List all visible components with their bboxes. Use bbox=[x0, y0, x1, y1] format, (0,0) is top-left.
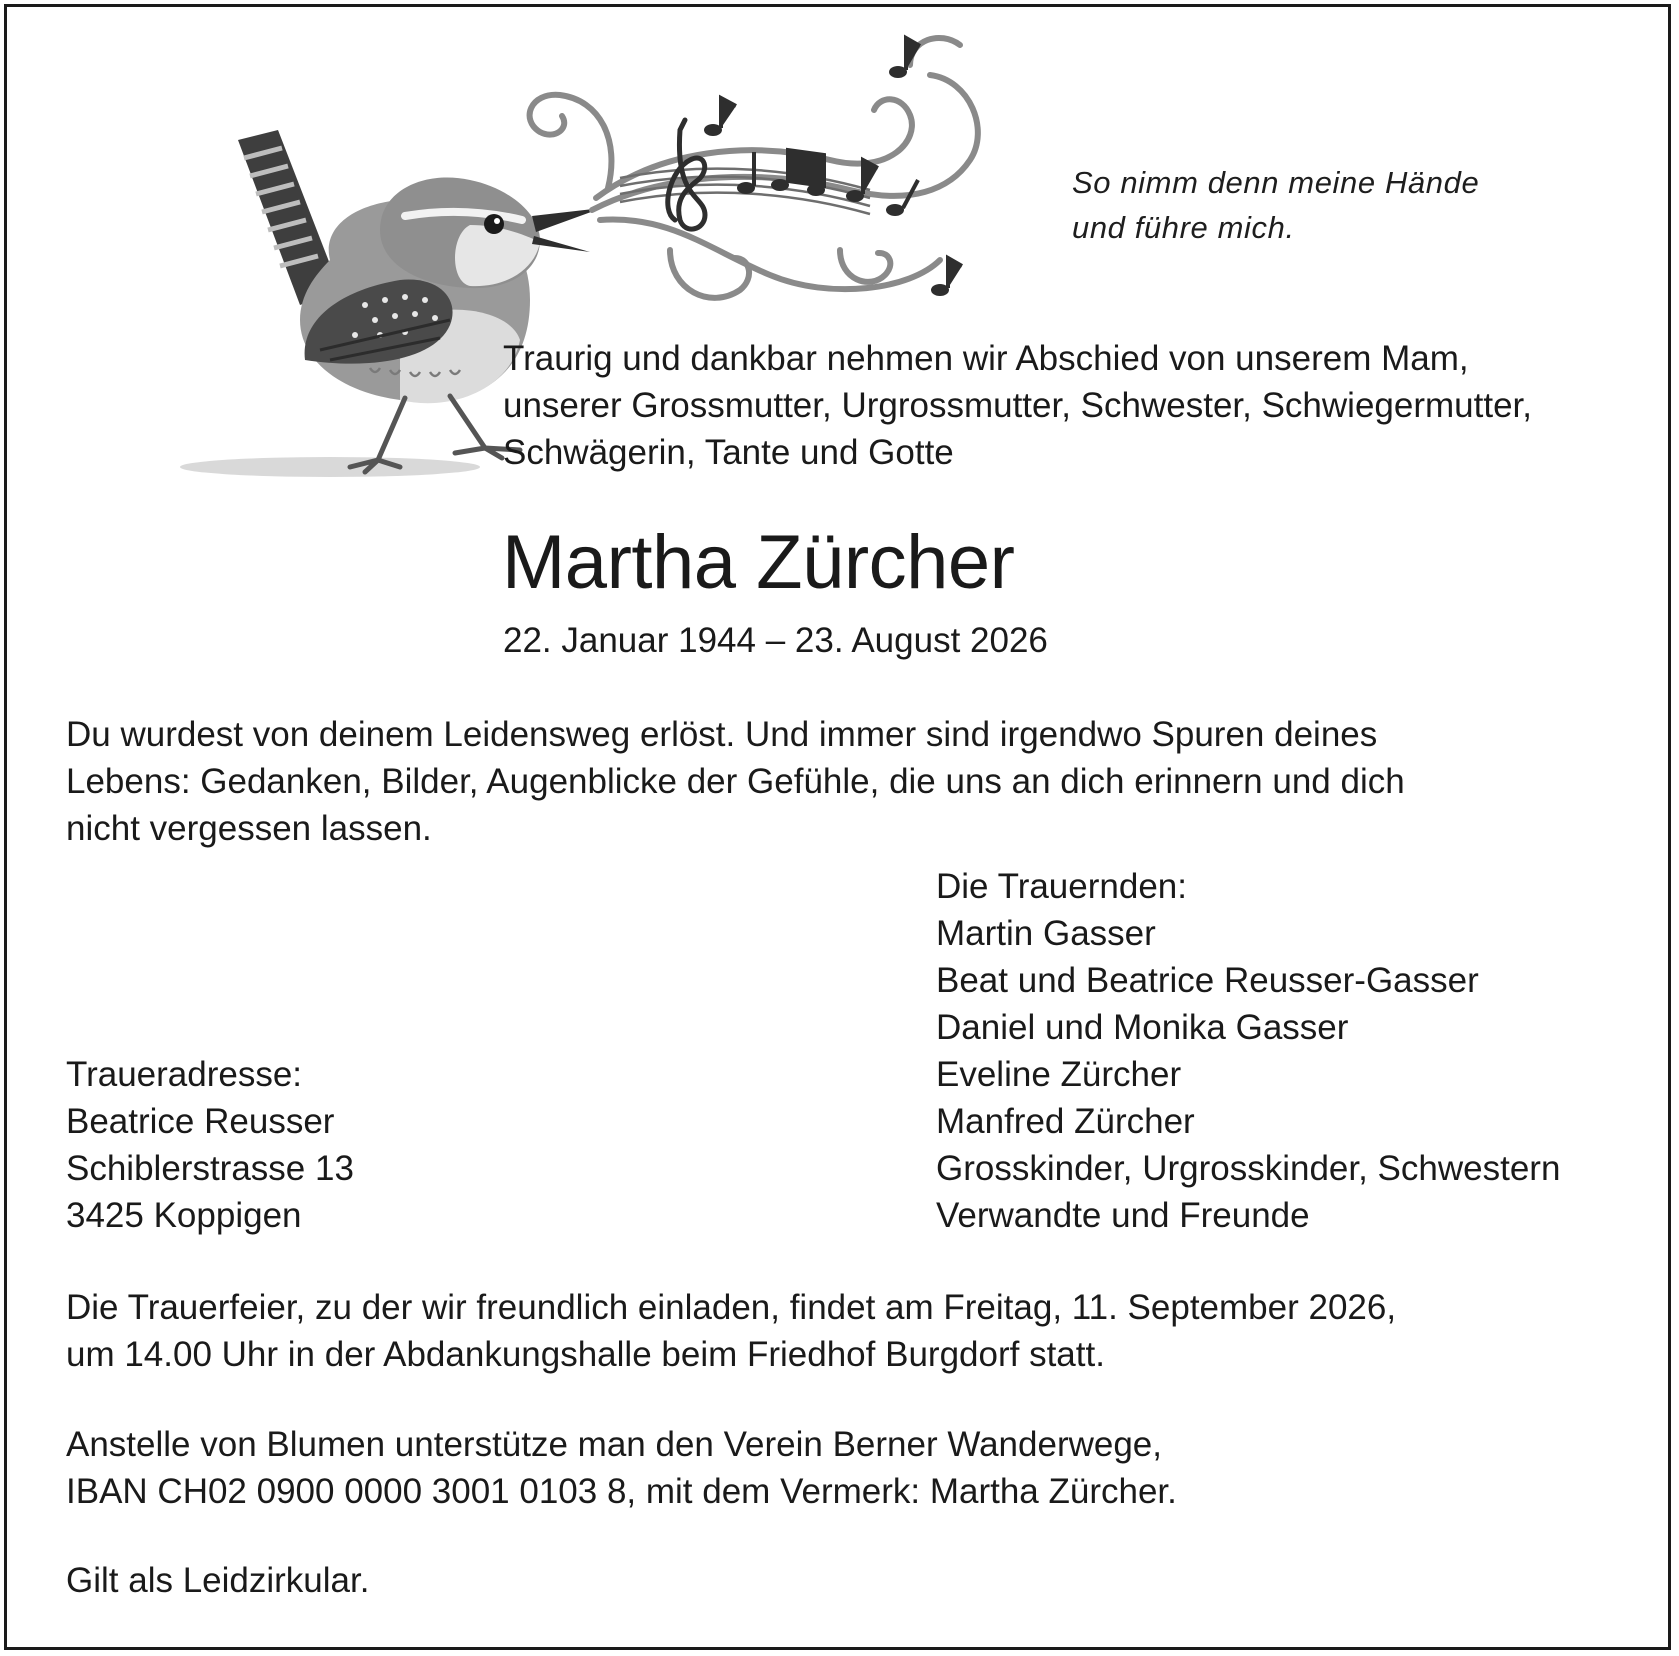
mourner-entry: Martin Gasser bbox=[936, 914, 1156, 953]
address-street: Schiblerstrasse 13 bbox=[66, 1149, 354, 1188]
mourner-entry: Beat und Beatrice Reusser-Gasser bbox=[936, 961, 1479, 1000]
note-icon bbox=[889, 38, 920, 78]
mourner-entry: Verwandte und Freunde bbox=[936, 1196, 1310, 1235]
treble-clef-icon bbox=[668, 120, 705, 229]
paragraph-line: Anstelle von Blumen unterstütze man den Verein Berner Wanderwege, bbox=[66, 1425, 1162, 1464]
paragraph-line: IBAN CH02 0900 0000 3001 0103 8, mit dem Vermerk: Martha Zürcher. bbox=[66, 1472, 1177, 1511]
mourner-entry: Manfred Zürcher bbox=[936, 1102, 1195, 1141]
paragraph-line: Lebens: Gedanken, Bilder, Augenblicke der Gefühle, die uns an dich erinnern und dich bbox=[66, 762, 1405, 801]
mourner-entry: Daniel und Monika Gasser bbox=[936, 1008, 1349, 1047]
mourners-heading: Die Trauernden: bbox=[936, 867, 1187, 906]
address-heading: Traueradresse: bbox=[66, 1055, 303, 1094]
quote-line: So nimm denn meine Hände bbox=[1072, 165, 1480, 200]
deceased-name: Martha Zürcher bbox=[502, 520, 1015, 605]
paragraph-line: um 14.00 Uhr in der Abdankungshalle beim Friedhof Burgdorf statt. bbox=[66, 1335, 1105, 1374]
quote-line: und führe mich. bbox=[1072, 210, 1295, 245]
life-dates: 22. Januar 1944 – 23. August 2026 bbox=[503, 621, 1048, 660]
intro-line: Schwägerin, Tante und Gotte bbox=[503, 433, 954, 472]
closing-note bbox=[66, 1557, 369, 1604]
donation-paragraph bbox=[66, 1421, 1177, 1515]
note-icon bbox=[704, 98, 736, 136]
paragraph-line: Du wurdest von deinem Leidensweg erlöst. Und immer sind irgendwo Spuren deines bbox=[66, 715, 1378, 754]
intro-line: Traurig und dankbar nehmen wir Abschied von unserem Mam, bbox=[503, 339, 1469, 378]
mourning-address bbox=[66, 1051, 354, 1239]
address-name: Beatrice Reusser bbox=[66, 1102, 335, 1141]
mourners-list bbox=[936, 863, 1560, 1239]
farewell-paragraph bbox=[66, 711, 1405, 852]
announcement-intro bbox=[503, 335, 1532, 476]
paragraph-line: nicht vergessen lassen. bbox=[66, 809, 432, 848]
mourner-entry: Grosskinder, Urgrosskinder, Schwestern bbox=[936, 1149, 1561, 1188]
ground-shadow bbox=[180, 457, 480, 477]
paragraph-line: Die Trauerfeier, zu der wir freundlich einladen, findet am Freitag, 11. September 2026, bbox=[66, 1288, 1397, 1327]
mourner-entry: Eveline Zürcher bbox=[936, 1055, 1182, 1094]
epigraph-quote bbox=[1072, 160, 1479, 250]
bird-eye bbox=[484, 214, 504, 234]
ceremony-paragraph bbox=[66, 1284, 1396, 1378]
address-city: 3425 Koppigen bbox=[66, 1196, 302, 1235]
closing-line: Gilt als Leidzirkular. bbox=[66, 1561, 370, 1600]
note-icon bbox=[737, 152, 755, 194]
intro-line: unserer Grossmutter, Urgrossmutter, Schwester, Schwiegermutter, bbox=[503, 386, 1532, 425]
